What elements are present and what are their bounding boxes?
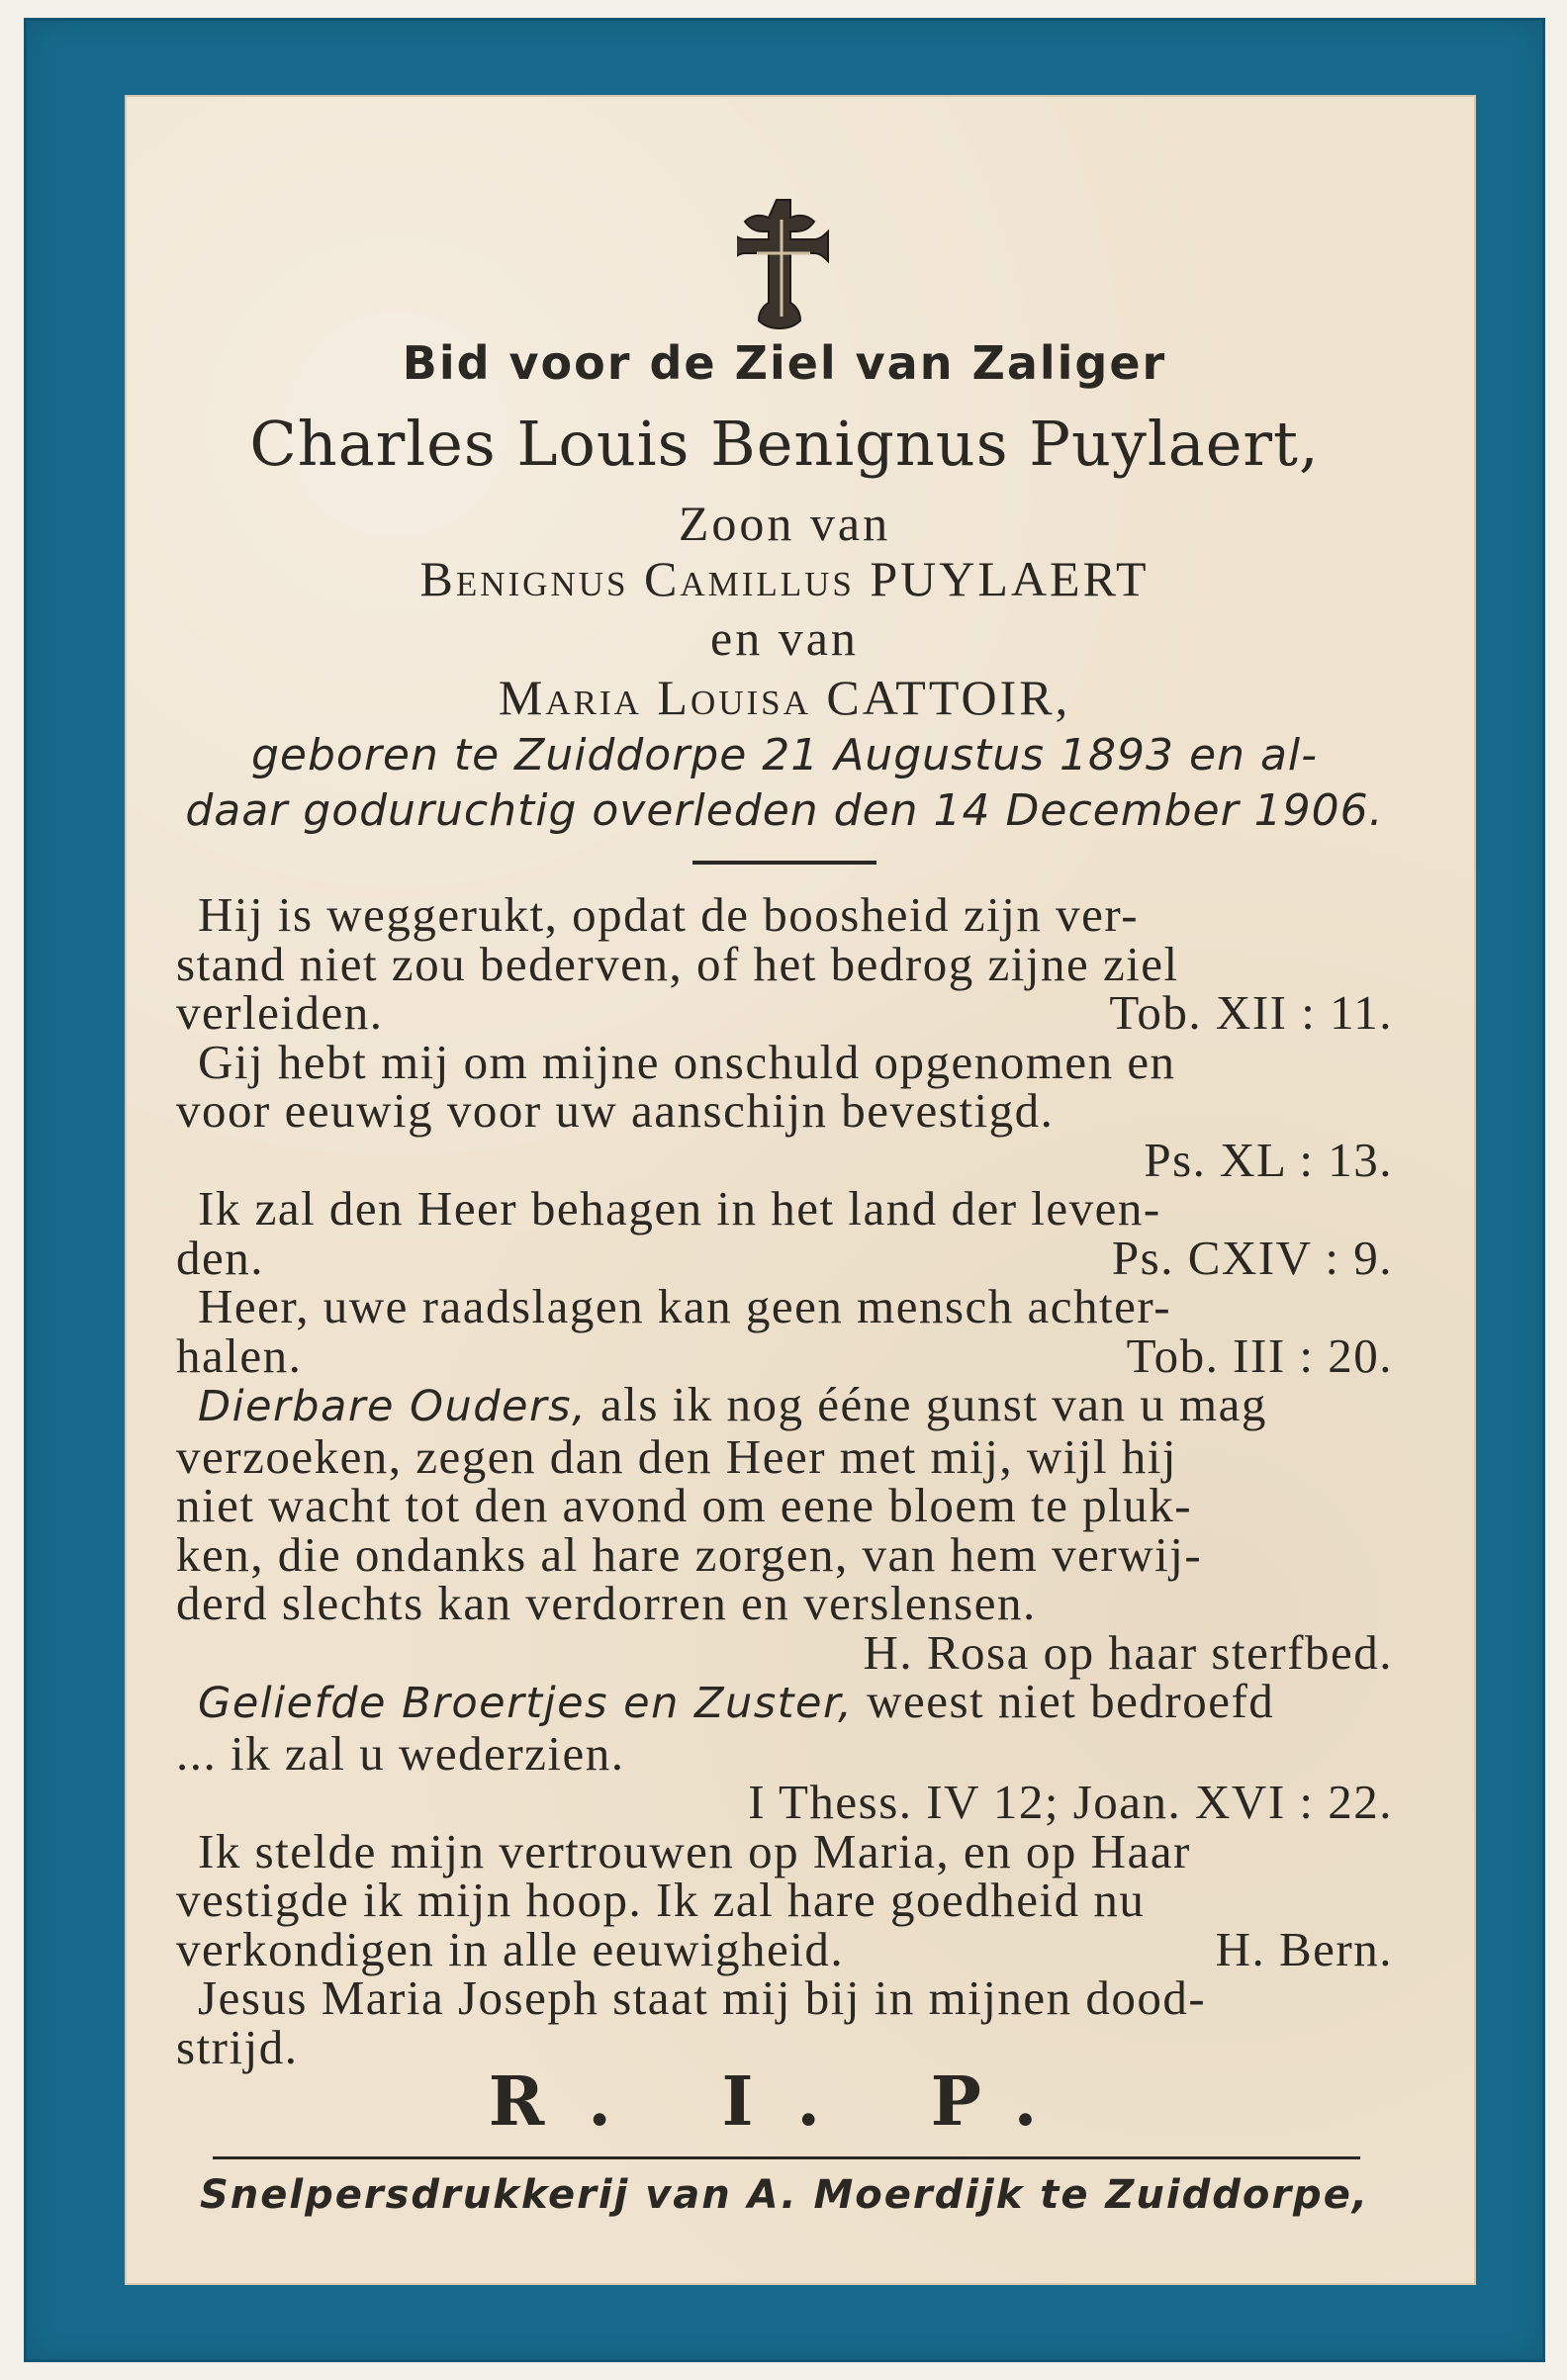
verse-address: Dierbare Ouders, [198, 1382, 588, 1431]
verse-line [176, 1327, 1393, 1383]
prayer-heading: Bid voor de Ziel van Zaliger [402, 336, 1167, 390]
verse-line [176, 1428, 1393, 1484]
father-given-names: Benignus Camillus [419, 551, 855, 606]
verse-reference: Tob. III : 20. [1126, 1327, 1393, 1383]
verse-text [198, 1377, 1267, 1432]
verse-line [176, 1132, 1393, 1187]
verse-reference: Tob. XII : 11. [1109, 985, 1393, 1040]
and-of-label: en van [710, 610, 859, 666]
verse-text: den. [176, 1230, 264, 1285]
verse-line [176, 1478, 1393, 1532]
verse-line [176, 1279, 1393, 1333]
verse-line [176, 985, 1393, 1040]
verse-text: strijd. [176, 2019, 299, 2074]
verse-text-rest: weest niet bedroefd [853, 1674, 1275, 1728]
verse-text-rest: als ik nog ééne gunst van u mag [587, 1377, 1267, 1431]
verse-line [176, 936, 1393, 991]
verse-text: Gij hebt mij om mijne onschuld opgenomen en [198, 1034, 1176, 1089]
birth-death-line-1: geboren te Zuiddorpe 21 Augustus 1893 en al- [250, 730, 1319, 780]
birth-death-line-2: daar goduruchtig overleden den 14 December 1906. [185, 785, 1384, 836]
verse-line [176, 1230, 1393, 1285]
verse-line [176, 1823, 1393, 1878]
verse-text: ... ik zal u wederzien. [176, 1725, 625, 1781]
verse-text: verleiden. [176, 985, 384, 1040]
verse-text: voor eeuwig voor uw aanschijn bevestigd. [176, 1083, 1055, 1138]
verse-text: derd slechts kan verdorren en verslensen. [176, 1576, 1037, 1630]
verse-line [176, 1775, 1393, 1829]
verse-text: verkondigen in alle eeuwigheid. [176, 1921, 845, 1976]
short-divider [692, 861, 876, 865]
verse-reference: H. Bern. [1215, 1921, 1393, 1976]
rip-inscription: R. I. P. [488, 2062, 1081, 2142]
ornate-cross-icon [737, 196, 830, 334]
verse-line [176, 1181, 1393, 1236]
verse-line [176, 1526, 1393, 1582]
verse-line [176, 1624, 1393, 1680]
verse-text: ken, die ondanks al hare zorgen, van hem verwij- [176, 1526, 1203, 1582]
verse-line [176, 1725, 1393, 1781]
father-surname: PUYLAERT [870, 551, 1150, 606]
verse-reference: H. Rosa op haar sterfbed. [863, 1624, 1393, 1680]
verse-text: Heer, uwe raadslagen kan geen mensch achter- [198, 1279, 1172, 1333]
verse-text: stand niet zou bederven, of het bedrog zijne ziel [176, 936, 1179, 991]
verse-line [176, 1083, 1393, 1138]
verse-text: Ik stelde mijn vertrouwen op Maria, en op Haar [198, 1823, 1191, 1878]
verse-reference: Ps. CXIV : 9. [1111, 1230, 1393, 1285]
verse-text [198, 1674, 1275, 1729]
verse-text: vestigde ik mijn hoop. Ik zal hare goedheid nu [176, 1873, 1146, 1927]
verse-line [176, 1873, 1393, 1927]
verse-line [176, 1674, 1393, 1729]
verse-text: Jesus Maria Joseph staat mij bij in mijnen dood- [198, 1970, 1207, 2025]
mother-name [176, 669, 1393, 726]
verse-reference: I Thess. IV 12; Joan. XVI : 22. [748, 1775, 1393, 1829]
verse-line [176, 1970, 1393, 2025]
verse-line [176, 1377, 1393, 1432]
verse-reference: Ps. XL : 13. [1144, 1132, 1393, 1187]
verses-block [176, 887, 1393, 2074]
mother-surname: CATTOIR, [826, 670, 1071, 725]
verse-text: Ik zal den Heer behagen in het land der leven- [198, 1181, 1161, 1236]
verse-text: Hij is weggerukt, opdat de boosheid zijn ver- [198, 887, 1140, 942]
son-of-label: Zoon van [678, 496, 891, 551]
verse-line [176, 1921, 1393, 1976]
verse-line [176, 1576, 1393, 1630]
verse-line [176, 887, 1393, 942]
verse-text: halen. [176, 1327, 303, 1383]
printer-line: Snelpersdrukkerij van A. Moerdijk te Zuiddorpe, [199, 2172, 1370, 2218]
father-name [176, 550, 1393, 607]
mother-given-names: Maria Louisa [498, 670, 811, 725]
verse-text: niet wacht tot den avond om eene bloem te pluk- [176, 1478, 1193, 1532]
deceased-name: Charles Louis Benignus Puylaert, [249, 408, 1320, 480]
verse-line [176, 1034, 1393, 1089]
verse-address: Geliefde Broertjes en Zuster, [198, 1679, 854, 1728]
verse-text: verzoeken, zegen dan den Heer met mij, wijl hij [176, 1428, 1178, 1484]
long-divider [213, 2156, 1360, 2159]
